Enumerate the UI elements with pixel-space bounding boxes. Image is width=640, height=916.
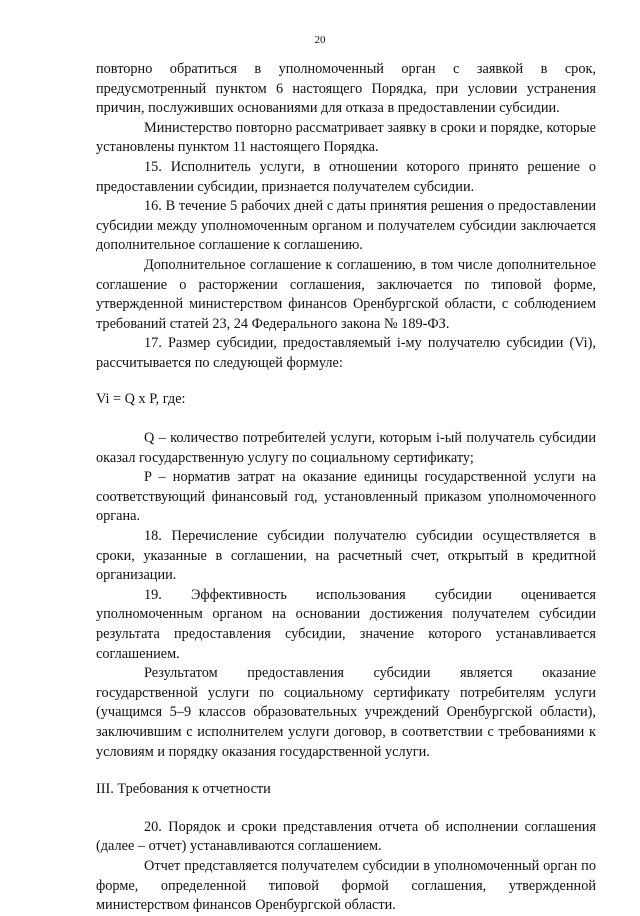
paragraph-17: 17. Размер субсидии, предоставляемый i-му получателю субсидии (Vi), рассчитывается по следующей формуле:	[96, 335, 596, 371]
paragraph-result: Результатом предоставления субсидии является оказание государственной услуги по социальному сертификату потребителям услуги (учащимся 5–9 классов образовательных учреждений Оренбургской области), заключившим с исполнителем услуги договор, в соответствии с требованиями к условиям и порядку оказания государственной услуги.	[96, 665, 596, 760]
paragraph-resubmission-review: Министерство повторно рассматривает заявку в сроки и порядке, которые установлены пунктом 11 настоящего Порядка.	[96, 119, 596, 156]
section-heading-reporting: III. Требования к отчетности	[96, 781, 271, 798]
page-number: 20	[314, 34, 326, 46]
paragraph-additional-agreement: Дополнительное соглашение к соглашению, в том числе дополнительное соглашение о расторжении соглашения, заключается по типовой форме, утвержденной министерством финансов Оренбургской области, с соблюдением требований статей 23, 24 Федерального закона № 189-ФЗ.	[96, 256, 596, 332]
subsidy-formula: Vi = Q x P, где:	[96, 390, 186, 407]
paragraph-19: 19. Эффективность использования субсидии оценивается уполномоченным органом на основании достижения получателем субсидии результата предоставления субсидии, значение которого устанавливается соглашением.	[96, 586, 596, 662]
paragraph-15: 15. Исполнитель услуги, в отношении которого принято решение о предоставлении субсидии, признается получателем субсидии.	[96, 158, 596, 195]
paragraph-16: 16. В течение 5 рабочих дней с даты принятия решения о предоставлении субсидии между уполномоченным органом и получателем субсидии заключается дополнительное соглашение к соглашению.	[96, 198, 596, 254]
paragraph-20: 20. Порядок и сроки представления отчета об исполнении соглашения (далее – отчет) устанавливаются соглашением.	[96, 818, 596, 855]
paragraph-p-definition: P – норматив затрат на оказание единицы государственной услуги на соответствующий финансовый год, установленный приказом уполномоченного органа.	[96, 469, 596, 525]
document-body	[96, 60, 596, 916]
paragraph-continuation: повторно обратиться в уполномоченный орган с заявкой в срок, предусмотренный пунктом 6 настоящего Порядка, при условии устранения причин, послуживших основаниями для отказа в предоставлении субсидии.	[96, 61, 596, 117]
paragraph-report-submission: Отчет представляется получателем субсидии в уполномоченный орган по форме, определенной типовой формой соглашения, утвержденной министерством финансов Оренбургской области.	[96, 857, 596, 914]
paragraph-18: 18. Перечисление субсидии получателю субсидии осуществляется в сроки, указанные в соглашении, на расчетный счет, открытый в кредитной организации.	[96, 528, 596, 584]
paragraph-q-definition: Q – количество потребителей услуги, которым i-ый получатель субсидии оказал государственную услугу по социальному сертификату;	[96, 430, 596, 466]
